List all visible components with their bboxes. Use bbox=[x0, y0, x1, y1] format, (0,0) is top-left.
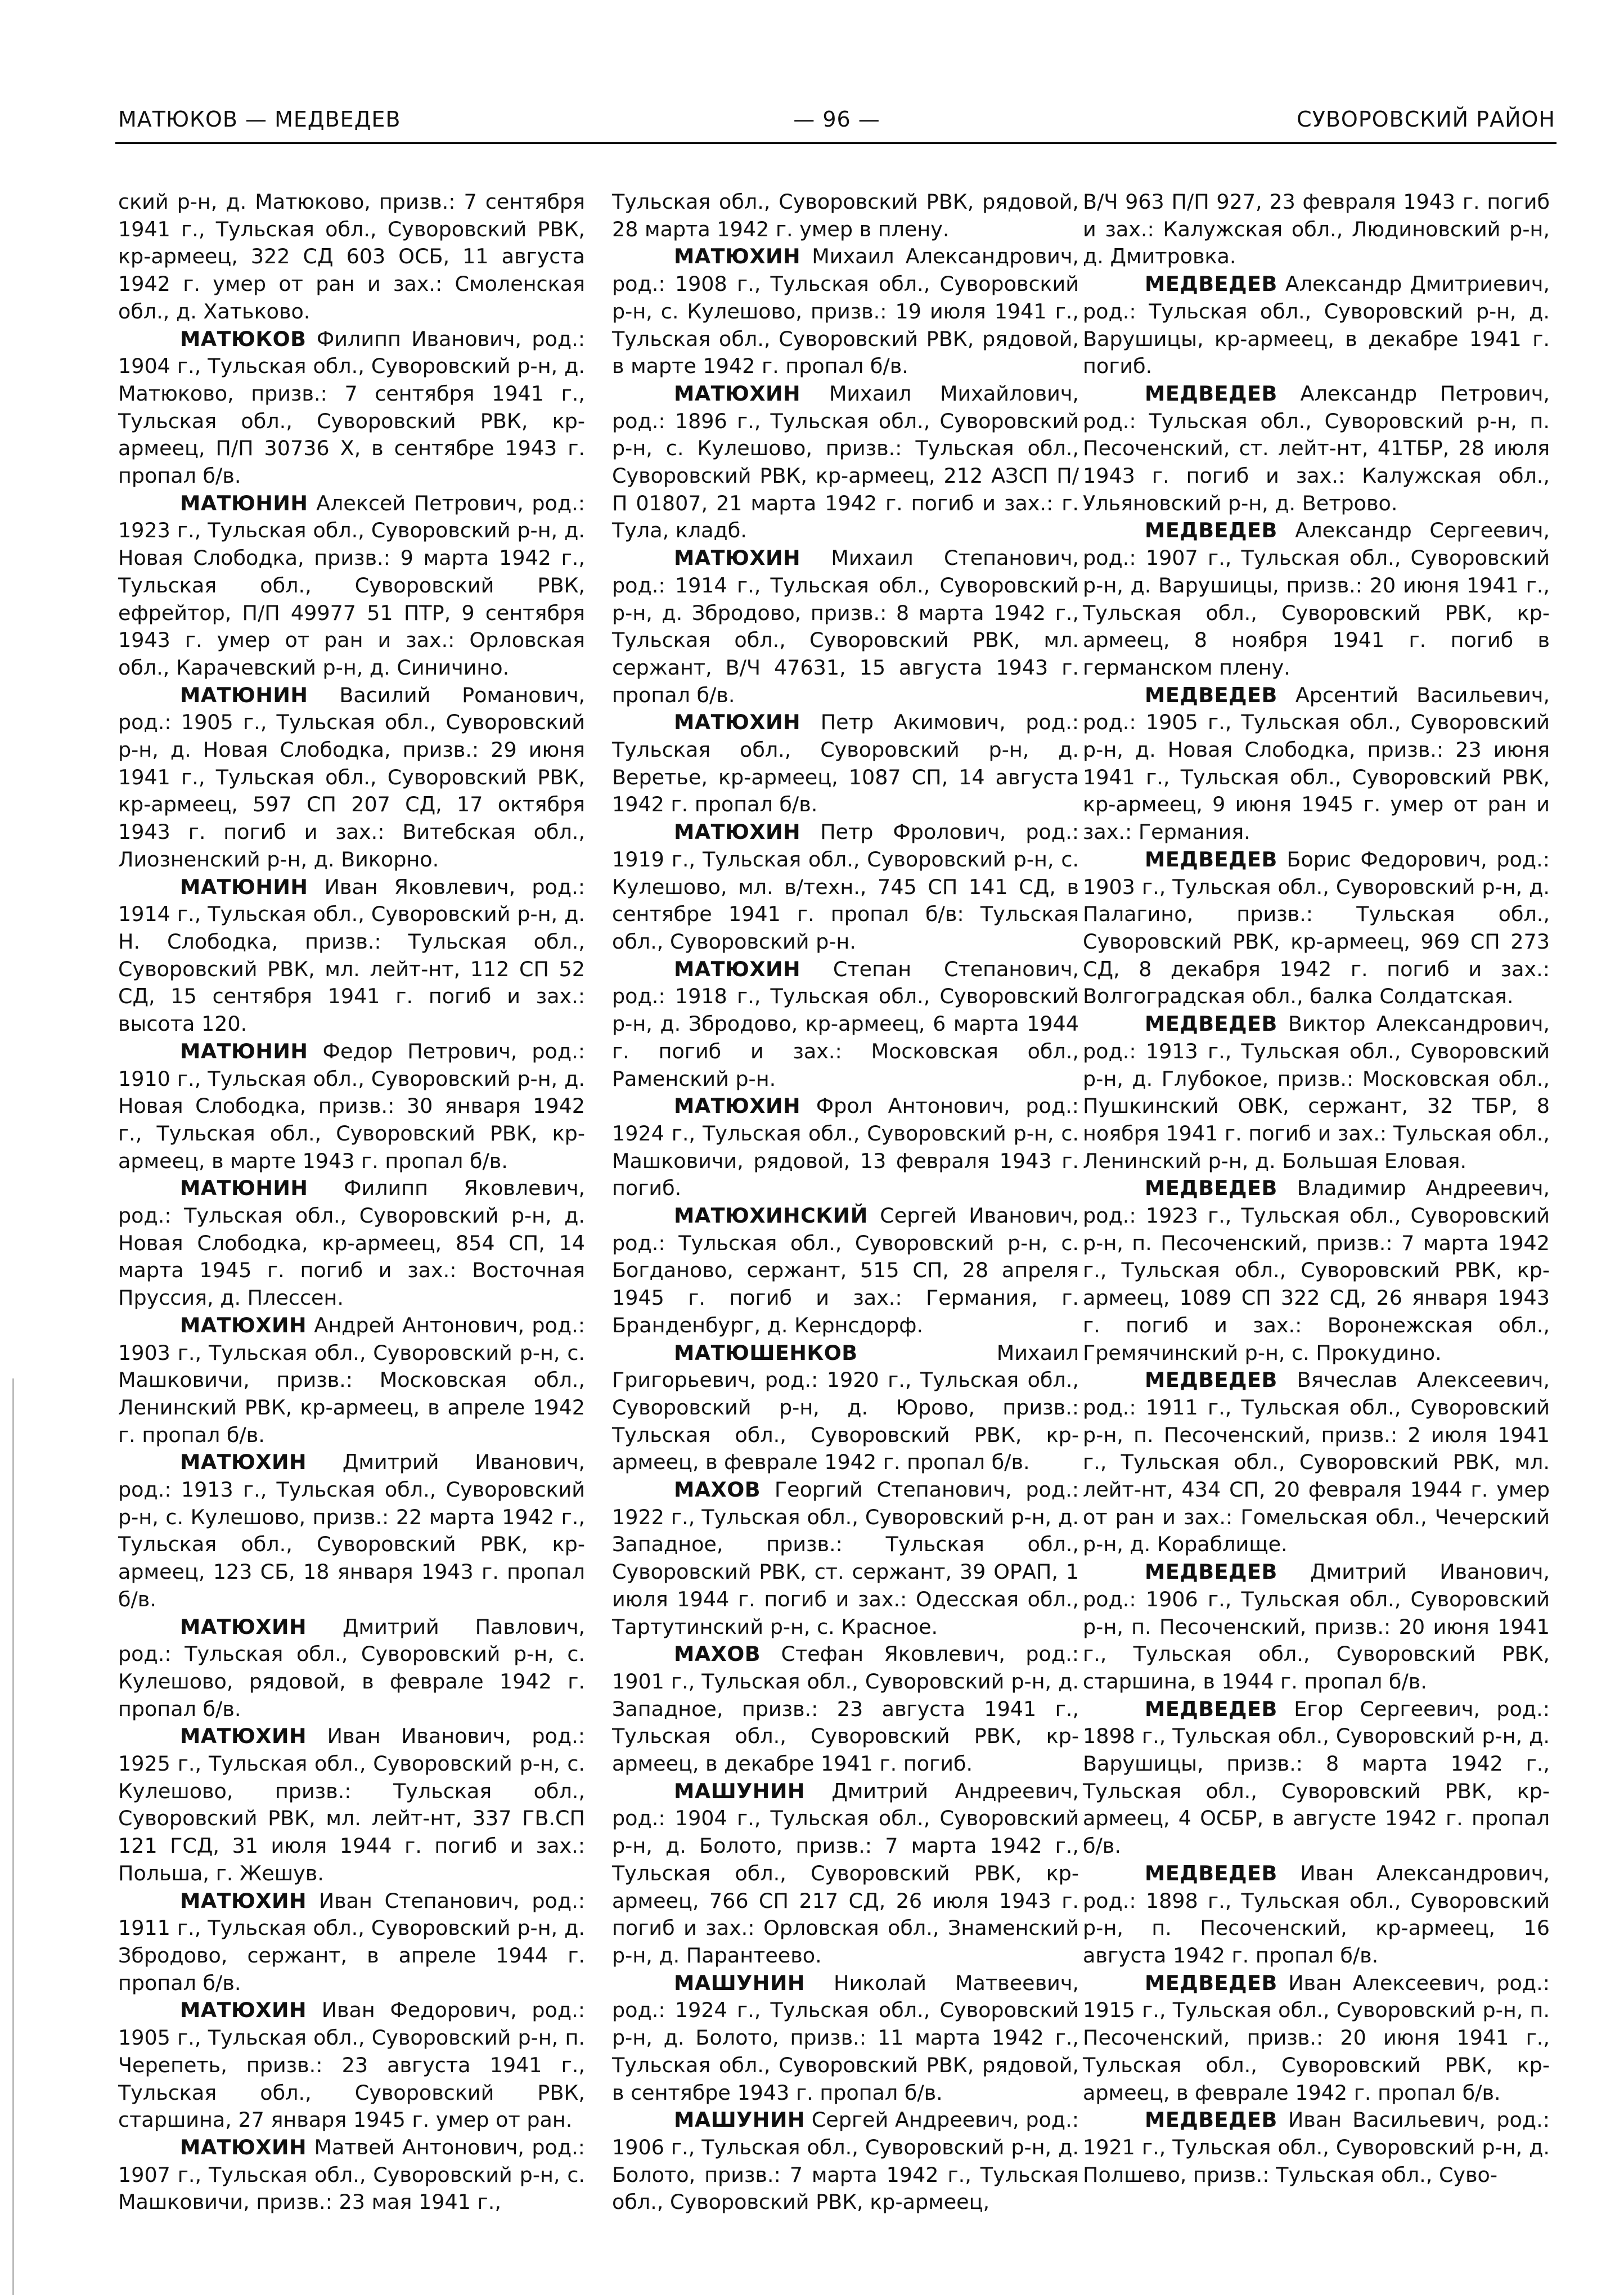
entry-surname: МАТЮХИН bbox=[674, 820, 801, 845]
entry-surname: МАТЮХИНСКИЙ bbox=[674, 1203, 868, 1228]
entry-text: Виктор Александрович, род.: 1913 г., Тульская обл., Суворовский р-н, д. Глубокое, призв.: Московская обл., Пушкинский ОВК, сержант, 32 ТБР, 8 ноября 1941 г. погиб и зах.: Тульская обл., Ленинский р-н, д. Большая Еловая. bbox=[1083, 1012, 1550, 1173]
entry-surname: МЕДВЕДЕВ bbox=[1145, 1560, 1277, 1584]
entry-text: Сергей Андреевич, род.: 1906 г., Тульская обл., Суворовский р-н, д. Болото, призв.: 7 марта 1942 г., Тульская обл., Суворовский РВК, кр-армеец, bbox=[612, 2108, 1079, 2215]
text-column-1 bbox=[118, 188, 585, 2216]
register-entry bbox=[1083, 1559, 1550, 1696]
entry-text: Иван Федорович, род.: 1905 г., Тульская обл., Суворовский р-н, п. Черепеть, призв.: 23 августа 1941 г., Тульская обл., Суворовский РВК, старшина, 27 января 1945 г. умер от ран. bbox=[118, 1998, 585, 2132]
entry-text: Владимир Андреевич, род.: 1923 г., Тульская обл., Суворовский р-н, п. Песоченский, призв.: 7 марта 1942 г., Тульская обл., Суворовский РВК, кр-армеец, 1089 СП 322 СД, 26 января 1943 г. погиб и зах.: Воронежская обл., Гремячинский р-н, с. Прокудино. bbox=[1083, 1176, 1550, 1365]
register-entry bbox=[612, 1641, 1079, 1778]
entry-text: Егор Сергеевич, род.: 1898 г., Тульская обл., Суворовский р-н, д. Варушицы, призв.: 8 марта 1942 г., Тульская обл., Суворовский РВК, кр-армеец, 4 ОСБР, в августе 1942 г. пропал б/в. bbox=[1083, 1696, 1550, 1858]
text-column-2 bbox=[612, 188, 1079, 2216]
register-entry bbox=[612, 1476, 1079, 1641]
entry-text: Филипп Иванович, род.: 1904 г., Тульская обл., Суворовский р-н, д. Матюково, призв.: 7 сентября 1941 г., Тульская обл., Суворовский РВК, кр-армеец, П/П 30736 Х, в сентябре 1943 г. пропал б/в. bbox=[118, 326, 585, 488]
entry-surname: МЕДВЕДЕВ bbox=[1145, 1861, 1277, 1885]
register-entry bbox=[612, 1202, 1079, 1340]
entry-surname: МЕДВЕДЕВ bbox=[1145, 682, 1277, 707]
entry-surname: МАТЮХИН bbox=[180, 1724, 307, 1749]
entry-text: Матвей Антонович, род.: 1907 г., Тульская обл., Суворовский р-н, с. Машковичи, призв.: 23 мая 1941 г., bbox=[118, 2135, 585, 2215]
entry-text: Михаил Григорьевич, род.: 1920 г., Тульская обл., Суворовский р-н, д. Юрово, призв.: Тульская обл., Суворовский РВК, кр-армеец, в феврале 1942 г. пропал б/в. bbox=[612, 1340, 1079, 1475]
register-entry bbox=[1083, 1860, 1550, 1970]
entry-surname: МАШУНИН bbox=[674, 1970, 805, 1995]
entry-surname: МЕДВЕДЕВ bbox=[1145, 1176, 1277, 1201]
entry-surname: МЕДВЕДЕВ bbox=[1145, 847, 1277, 872]
register-entry bbox=[1083, 682, 1550, 846]
entry-text: Степан Степанович, род.: 1918 г., Тульская обл., Суворовский р-н, д. Збродово, кр-армеец, 6 марта 1944 г. погиб и зах.: Московская обл., Раменский р-н. bbox=[612, 956, 1079, 1091]
entry-continuation bbox=[1083, 188, 1550, 271]
entry-text: Петр Акимович, род.: Тульская обл., Суворовский р-н, д. Веретье, кр-армеец, 1087 СП, 14 августа 1942 г. пропал б/в. bbox=[612, 710, 1079, 817]
entry-text: Иван Иванович, род.: 1925 г., Тульская обл., Суворовский р-н, с. Кулешово, призв.: Тульская обл., Суворовский РВК, мл. лейт-нт, 337 ГВ.СП 121 ГСД, 31 июля 1944 г. погиб и зах.: Польша, г. Жешув. bbox=[118, 1724, 585, 1885]
entry-text: Михаил Александрович, род.: 1908 г., Тульская обл., Суворовский р-н, с. Кулешово, призв.: 19 июля 1941 г., Тульская обл., Суворовский РВК, рядовой, в марте 1942 г. пропал б/в. bbox=[612, 244, 1079, 379]
entry-text: Дмитрий Иванович, род.: 1913 г., Тульская обл., Суворовский р-н, с. Кулешово, призв.: 22 марта 1942 г., Тульская обл., Суворовский РВК, кр-армеец, 123 СБ, 18 января 1943 г. пропал б/в. bbox=[118, 1450, 586, 1611]
register-entry bbox=[612, 380, 1079, 545]
entry-surname: МАТЮНИН bbox=[180, 874, 308, 899]
entry-text: Михаил Михайлович, род.: 1896 г., Тульская обл., Суворовский р-н, с. Кулешово, призв.: Тульская обл., Суворовский РВК, кр-армеец, 212 АЗСП П/П 01807, 21 марта 1942 г. погиб и зах.: г. Тула, кладб. bbox=[612, 381, 1079, 543]
entry-surname: МАТЮХИН bbox=[674, 710, 801, 735]
register-entry bbox=[612, 1340, 1079, 1477]
entry-text: Федор Петрович, род.: 1910 г., Тульская обл., Суворовский р-н, д. Новая Слободка, призв.: 30 января 1942 г., Тульская обл., Суворовский РВК, кр-армеец, в марте 1943 г. пропал б/в. bbox=[118, 1039, 585, 1173]
entry-text: Иван Алексеевич, род.: 1915 г., Тульская обл., Суворовский р-н, п. Песоченский, призв.: 20 июня 1941 г., Тульская обл., Суворовский РВК, кр-армеец, в феврале 1942 г. пропал б/в. bbox=[1083, 1970, 1550, 2105]
register-entry bbox=[118, 1312, 585, 1449]
entry-text: Арсентий Васильевич, род.: 1905 г., Тульская обл., Суворовский р-н, д. Новая Слободка, призв.: 23 июня 1941 г., Тульская обл., Суворовский РВК, кр-армеец, 9 июня 1945 г. умер от ран и зах.: Германия. bbox=[1083, 682, 1550, 845]
entry-text: Дмитрий Андреевич, род.: 1904 г., Тульская обл., Суворовский р-н, д. Болото, призв.: 7 марта 1942 г., Тульская обл., Суворовский РВК, кр-армеец, 766 СП 217 СД, 26 июля 1943 г. погиб и зах.: Орловская обл., Знаменский р-н, д. Парантеево. bbox=[612, 1778, 1079, 1968]
register-entry bbox=[118, 1038, 585, 1175]
entry-text: Филипп Яковлевич, род.: Тульская обл., Суворовский р-н, д. Новая Слободка, кр-армеец, 854 СП, 14 марта 1945 г. погиб и зах.: Восточная Пруссия, д. Плессен. bbox=[118, 1176, 585, 1310]
register-entry bbox=[118, 1449, 585, 1613]
entry-surname: МАТЮХИН bbox=[180, 1313, 307, 1337]
entry-surname: МАШУНИН bbox=[674, 1778, 805, 1803]
register-entry bbox=[612, 1093, 1079, 1202]
entry-text: Иван Яковлевич, род.: 1914 г., Тульская обл., Суворовский р-н, д. Н. Слободка, призв.: Тульская обл., Суворовский РВК, мл. лейт-нт, 112 СП 52 СД, 15 сентября 1941 г. погиб и зах.: высота 120. bbox=[118, 874, 585, 1036]
register-entry bbox=[1083, 846, 1550, 1010]
entry-surname: МЕДВЕДЕВ bbox=[1145, 1696, 1277, 1721]
entry-surname: МАТЮХИН bbox=[674, 546, 801, 571]
entry-surname: МЕДВЕДЕВ bbox=[1145, 518, 1277, 543]
entry-surname: МЕДВЕДЕВ bbox=[1145, 1368, 1277, 1393]
entry-surname: МАТЮХИН bbox=[180, 1450, 307, 1475]
register-entry bbox=[118, 326, 585, 490]
entry-text: Василий Романович, род.: 1905 г., Тульская обл., Суворовский р-н, д. Новая Слободка, призв.: 29 июня 1941 г., Тульская обл., Суворовский РВК, кр-армеец, 597 СП 207 СД, 17 октября 1943 г. погиб и зах.: Витебская обл., Лиозненский р-н, д. Викорно. bbox=[118, 682, 585, 872]
entry-surname: МАТЮХИН bbox=[674, 244, 801, 269]
register-entry bbox=[612, 956, 1079, 1093]
entry-continuation bbox=[612, 188, 1079, 243]
entry-text: Иван Александрович, род.: 1898 г., Тульская обл., Суворовский р-н, п. Песоченский, кр-армеец, 16 августа 1942 г. пропал б/в. bbox=[1083, 1861, 1550, 1968]
entry-surname: МАТЮНИН bbox=[180, 682, 308, 707]
entry-surname: МАТЮХИН bbox=[180, 2135, 307, 2159]
entry-text: Алексей Петрович, род.: 1923 г., Тульская обл., Суворовский р-н, д. Новая Слободка, призв.: 9 марта 1942 г., Тульская обл., Суворовский РВК, ефрейтор, П/П 49977 51 ПТР, 9 сентября 1943 г. умер от ран и зах.: Орловская обл., Карачевский р-н, д. Синичино. bbox=[118, 491, 585, 680]
entry-text: Стефан Яковлевич, род.: 1901 г., Тульская обл., Суворовский р-н, д. Западное, призв.: 23 августа 1941 г., Тульская обл., Суворовский РВК, кр-армеец, в декабре 1941 г. погиб. bbox=[612, 1642, 1079, 1776]
entry-text: Александр Дмитриевич, род.: Тульская обл., Суворовский р-н, д. Варушицы, кр-армеец, в декабре 1941 г. погиб. bbox=[1083, 272, 1550, 379]
register-entry bbox=[1083, 1175, 1550, 1367]
register-entry bbox=[118, 2134, 585, 2216]
entry-text: Иван Васильевич, род.: 1921 г., Тульская обл., Суворовский р-н, д. Полшево, призв.: Тульская обл., Суво- bbox=[1083, 2108, 1550, 2187]
entry-text: Николай Матвеевич, род.: 1924 г., Тульская обл., Суворовский р-н, д. Болото, призв.: 11 марта 1942 г., Тульская обл., Суворовский РВК, рядовой, в сентябре 1943 г. пропал б/в. bbox=[612, 1970, 1079, 2105]
entry-text: Борис Федорович, род.: 1903 г., Тульская обл., Суворовский р-н, д. Палагино, призв.: Тульская обл., Суворовский РВК, кр-армеец, 969 СП 273 СД, 8 декабря 1942 г. погиб и зах.: Волгоградская обл., балка Солдатская. bbox=[1083, 847, 1550, 1009]
entry-surname: МАХОВ bbox=[674, 1477, 761, 1502]
register-entry bbox=[612, 243, 1079, 380]
text-column-3 bbox=[1083, 188, 1550, 2189]
entry-continuation bbox=[118, 188, 585, 326]
page-number: — 96 — bbox=[793, 107, 880, 132]
entry-surname: МЕДВЕДЕВ bbox=[1145, 1012, 1277, 1036]
entry-surname: МЕДВЕДЕВ bbox=[1145, 272, 1277, 297]
entry-surname: МАТЮХИН bbox=[180, 1888, 307, 1913]
entry-text: Александр Сергеевич, род.: 1907 г., Тульская обл., Суворовский р-н, д. Варушицы, призв.: 20 июня 1941 г., Тульская обл., Суворовский РВК, кр-армеец, 8 ноября 1941 г. погиб в германском плену. bbox=[1083, 518, 1550, 680]
register-entry bbox=[1083, 2107, 1550, 2189]
entry-surname: МАТЮХИН bbox=[674, 1094, 801, 1119]
register-entry bbox=[612, 1778, 1079, 1970]
header-name-range: МАТЮКОВ — МЕДВЕДЕВ bbox=[118, 107, 401, 132]
entry-surname: МАТЮКОВ bbox=[180, 326, 307, 351]
register-entry bbox=[118, 1997, 585, 2134]
entry-text: Сергей Иванович, род.: Тульская обл., Суворовский р-н, с. Богданово, сержант, 515 СП, 28 апреля 1945 г. погиб и зах.: Германия, г. Бранденбург, д. Кернсдорф. bbox=[612, 1203, 1079, 1337]
entry-text: Вячеслав Алексеевич, род.: 1911 г., Тульская обл., Суворовский р-н, п. Песоченский, призв.: 2 июля 1941 г., Тульская обл., Суворовский РВК, мл. лейт-нт, 434 СП, 20 февраля 1944 г. умер от ран и зах.: Гомельская обл., Чечерский р-н, д. Кораблище. bbox=[1083, 1368, 1550, 1557]
header-rule bbox=[115, 142, 1556, 144]
scan-edge-line bbox=[12, 1378, 14, 2295]
entry-text: Фрол Антонович, род.: 1924 г., Тульская обл., Суворовский р-н, с. Машковичи, рядовой, 13 февраля 1943 г. погиб. bbox=[612, 1094, 1079, 1201]
entry-text: Петр Фролович, род.: 1919 г., Тульская обл., Суворовский р-н, с. Кулешово, мл. в/техн., 745 СП 141 СД, в сентябре 1941 г. пропал б/в: Тульская обл., Суворовский р-н. bbox=[612, 820, 1079, 954]
register-entry bbox=[612, 1970, 1079, 2107]
entry-text: ский р-н, д. Матюково, призв.: 7 сентября 1941 г., Тульская обл., Суворовский РВК, кр-армеец, 322 СД 603 ОСБ, 11 августа 1942 г. умер от ран и зах.: Смоленская обл., д. Хатьково. bbox=[118, 190, 585, 324]
entry-text: Тульская обл., Суворовский РВК, рядовой, 28 марта 1942 г. умер в плену. bbox=[612, 190, 1079, 241]
entry-surname: МАТЮХИН bbox=[180, 1614, 307, 1639]
register-entry bbox=[1083, 1696, 1550, 1860]
entry-surname: МЕДВЕДЕВ bbox=[1145, 1970, 1277, 1995]
entry-surname: МАХОВ bbox=[674, 1642, 761, 1667]
register-entry bbox=[612, 2107, 1079, 2216]
entry-text: Иван Степанович, род.: 1911 г., Тульская обл., Суворовский р-н, д. Збродово, сержант, в апреле 1944 г. пропал б/в. bbox=[118, 1888, 586, 1995]
register-entry bbox=[118, 682, 585, 874]
register-entry bbox=[1083, 271, 1550, 380]
running-header bbox=[118, 107, 1555, 141]
register-entry bbox=[1083, 1010, 1550, 1175]
register-entry bbox=[1083, 1970, 1550, 2107]
register-entry bbox=[118, 1723, 585, 1887]
entry-text: Михаил Степанович, род.: 1914 г., Тульская обл., Суворовский р-н, д. Збродово, призв.: 8 марта 1942 г., Тульская обл., Суворовский РВК, мл. сержант, В/Ч 47631, 15 августа 1943 г. пропал б/в. bbox=[612, 546, 1079, 707]
register-entry bbox=[1083, 1367, 1550, 1559]
entry-text: Дмитрий Павлович, род.: Тульская обл., Суворовский р-н, с. Кулешово, рядовой, в феврале 1942 г. пропал б/в. bbox=[118, 1614, 585, 1721]
register-entry bbox=[612, 709, 1079, 819]
header-district: СУВОРОВСКИЙ РАЙОН bbox=[1297, 107, 1555, 132]
entry-surname: МЕДВЕДЕВ bbox=[1145, 381, 1277, 406]
register-entry bbox=[118, 1175, 585, 1312]
entry-surname: МАТЮНИН bbox=[180, 1176, 308, 1201]
entry-text: Георгий Степанович, род.: 1922 г., Тульская обл., Суворовский р-н, д. Западное, призв.: Тульская обл., Суворовский РВК, ст. сержант, 39 ОРАП, 1 июля 1944 г. погиб и зах.: Одесская обл., Тартутинский р-н, с. Красное. bbox=[612, 1477, 1079, 1639]
entry-text: Дмитрий Иванович, род.: 1906 г., Тульская обл., Суворовский р-н, п. Песоченский, призв.: 20 июня 1941 г., Тульская обл., Суворовский РВК, старшина, в 1944 г. пропал б/в. bbox=[1083, 1560, 1550, 1694]
entry-surname: МАТЮХИН bbox=[674, 956, 801, 981]
entry-surname: МАТЮНИН bbox=[180, 491, 308, 515]
register-entry bbox=[118, 1888, 585, 1997]
entry-text: В/Ч 963 П/П 927, 23 февраля 1943 г. погиб и зах.: Калужская обл., Людиновский р-н, д. Дмитровка. bbox=[1083, 190, 1550, 269]
entry-surname: МАТЮХИН bbox=[674, 381, 801, 406]
register-entry bbox=[1083, 380, 1550, 518]
register-entry bbox=[118, 1614, 585, 1723]
register-entry bbox=[612, 819, 1079, 956]
register-entry bbox=[612, 545, 1079, 709]
register-entry bbox=[118, 490, 585, 682]
entry-surname: МАТЮНИН bbox=[180, 1039, 308, 1063]
register-entry bbox=[118, 874, 585, 1038]
entry-surname: МЕДВЕДЕВ bbox=[1145, 2108, 1277, 2132]
entry-text: Андрей Антонович, род.: 1903 г., Тульская обл., Суворовский р-н, с. Машковичи, призв.: Московская обл., Ленинский РВК, кр-армеец, в апреле 1942 г. пропал б/в. bbox=[118, 1313, 586, 1447]
entry-surname: МАТЮШЕНКОВ bbox=[674, 1340, 858, 1365]
entry-surname: МАТЮХИН bbox=[180, 1998, 307, 2023]
entry-text: Александр Петрович, род.: Тульская обл., Суворовский р-н, п. Песоченский, ст. лейт-нт, 41ТБР, 28 июля 1943 г. погиб и зах.: Калужская обл., Ульяновский р-н, д. Ветрово. bbox=[1083, 381, 1550, 515]
register-entry bbox=[1083, 517, 1550, 681]
entry-surname: МАШУНИН bbox=[674, 2108, 805, 2132]
